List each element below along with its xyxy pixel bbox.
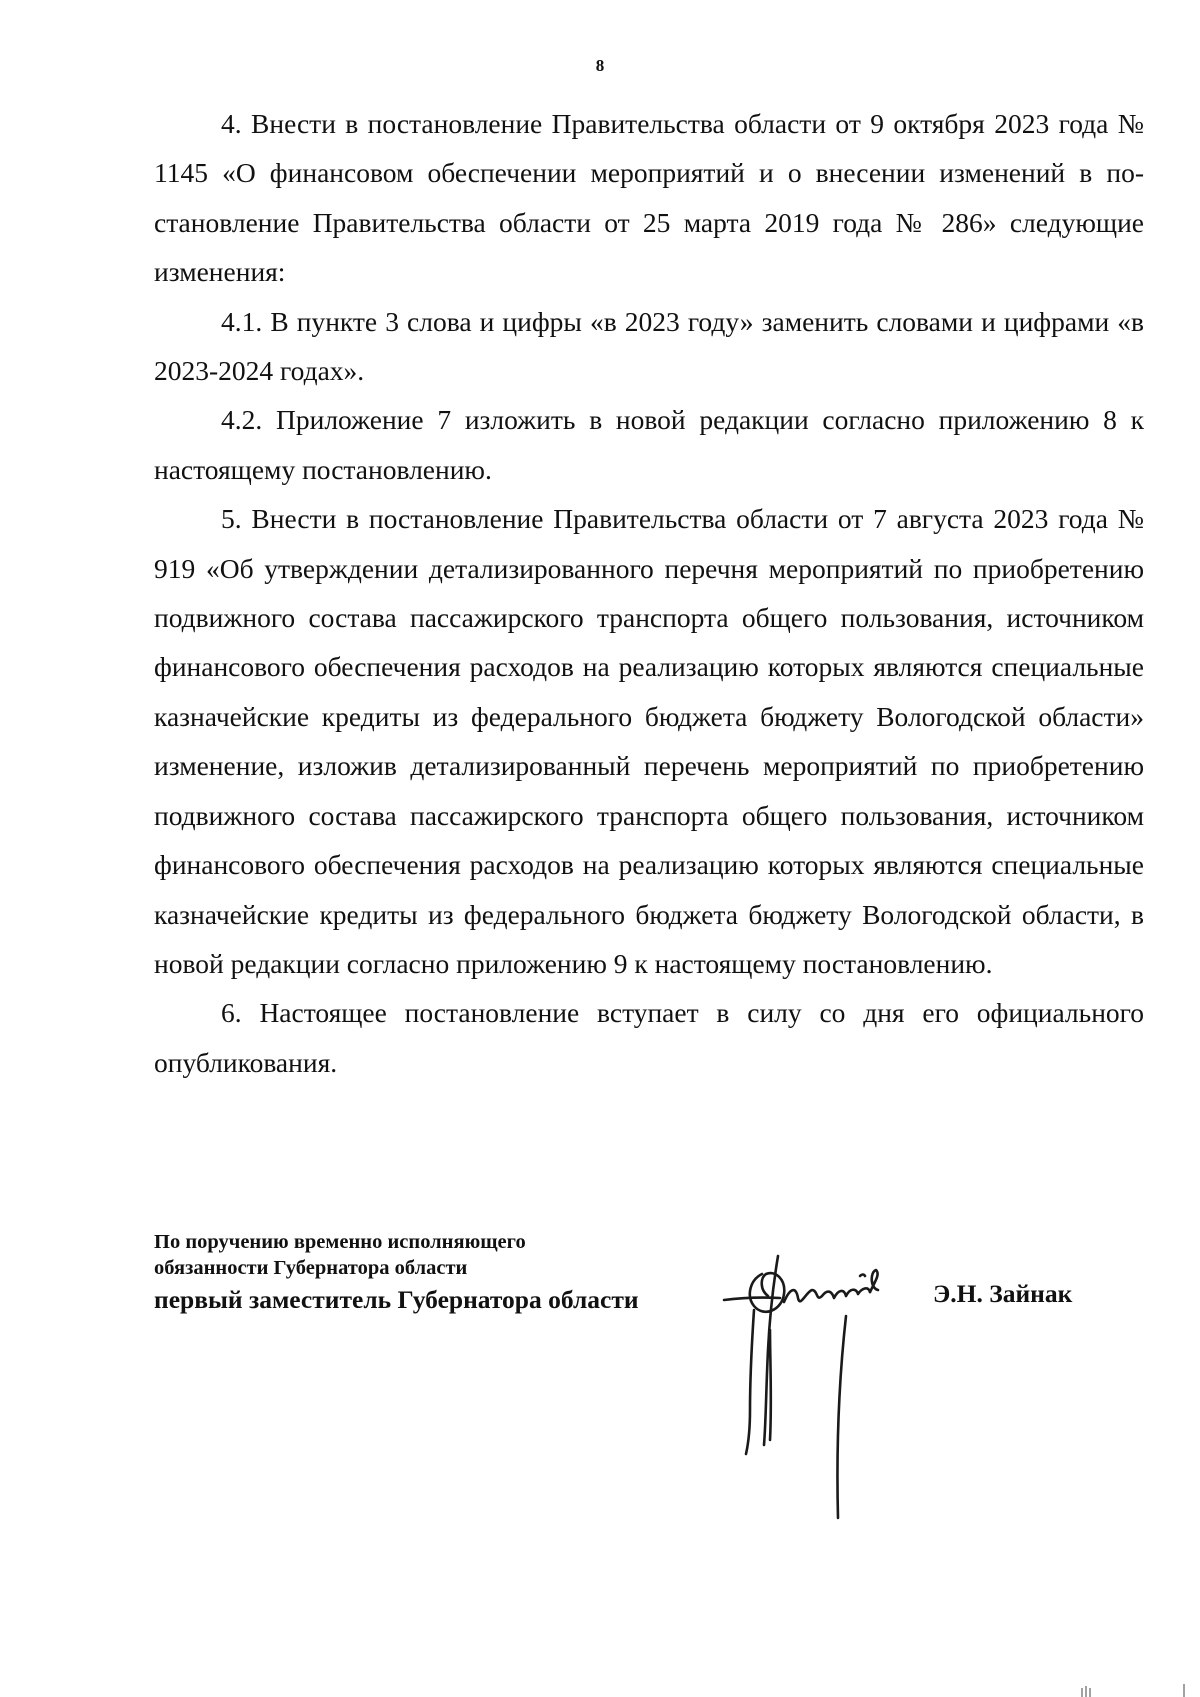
- signatory-line-2: обязанности Губернатора области: [154, 1257, 468, 1279]
- page-number: 8: [595, 56, 605, 75]
- signatory-title: первый заместитель Губернатора области: [154, 1285, 639, 1314]
- document-body: [154, 99, 1144, 1087]
- paragraph-item-6: 6. Настоящее постановление вступает в силу со дня его официального опубликования.: [154, 997, 1144, 1078]
- signer-name: Э.Н. Зайнак: [933, 1279, 1073, 1308]
- handwritten-signature: [720, 1240, 940, 1520]
- paragraph-item-5: 5. Внести в постановление Правительства области от 7 августа 2023 года № 919 «Об утверждении детализированного перечня мероприятий по приобретению подвижного состава пассажирского транспорта общего пользования, источником финансового обеспечения расходов на реализацию которых являются специальные казначейские кредиты из федерального бюджета бюджету Вологодской области» изменение, изложив детализированный перечень мероприятий по приобретению подвижного состава пассажирского транспорта общего пользования, источником финансового обеспечения расходов на реализацию которых являются специальные казначейские кредиты из федерального бюджета бюджету Вологодской области, в новой редакции согласно приложению 9 к настоящему постановлению.: [154, 503, 1144, 979]
- signatory-block: [154, 1229, 639, 1319]
- scan-edge-marks: [1080, 1680, 1190, 1697]
- paragraph-item-4: 4. Внести в постановление Правительства области от 9 октября 2023 года № 1145 «О финансовом обеспечении мероприятий и о внесении изменений в постановление Правительства области от 25 марта 2019 года № 286» следующие изменения:: [154, 108, 1144, 288]
- signatory-line-1: По поручению временно исполняющего: [154, 1231, 526, 1253]
- paragraph-item-4-2: 4.2. Приложение 7 изложить в новой редакции согласно приложению 8 к настоящему постановлению.: [154, 404, 1144, 485]
- paragraph-item-4-1: 4.1. В пункте 3 слова и цифры «в 2023 году» заменить словами и цифрами «в 2023-2024 годах».: [154, 305, 1144, 387]
